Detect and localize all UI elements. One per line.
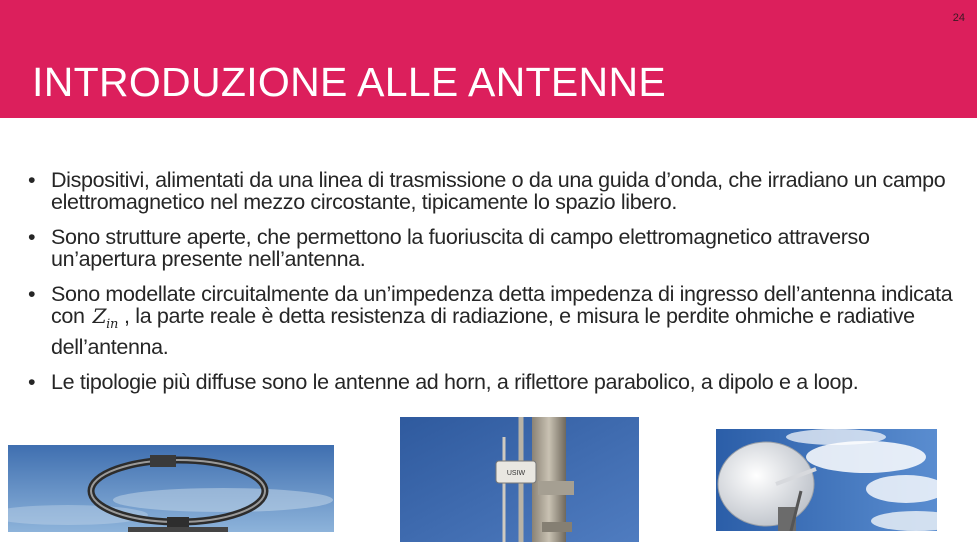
bullet-item [28, 169, 953, 213]
bullet-text: Dispositivi, alimentati da una linea di trasmissione o da una guida d’onda, che irradiano un campo elettromagnetico nel mezzo circostante, tipicamente lo spazio libero. [51, 168, 946, 214]
bullet-text-after: , la parte reale è detta resistenza di radiazione, e misura le perdite ohmiche e radiative dell’antenna. [51, 304, 915, 359]
bullet-text-before: Sono modellate circuitalmente da un’impedenza detta impedenza di ingresso dell’antenna indicata con [51, 282, 953, 328]
bullet-list [28, 169, 953, 406]
bullet-item [28, 283, 953, 358]
impedance-symbol: $Z_{in}$ [92, 304, 119, 332]
bullet-text: Le tipologie più diffuse sono le antenne ad horn, a riflettore parabolico, a dipolo e a loop. [51, 370, 859, 394]
slide-title: INTRODUZIONE ALLE ANTENNE [32, 59, 667, 105]
bullet-marker: • [28, 370, 36, 394]
slide-number: 24 [952, 12, 965, 24]
bullet-marker: • [28, 282, 36, 306]
bullet-item [28, 226, 953, 270]
bullet-marker: • [28, 168, 36, 192]
dipole-antenna-photo [400, 417, 639, 542]
title-bar [0, 0, 977, 118]
dipole-label: USIW [506, 470, 526, 477]
bullet-marker: • [28, 225, 36, 249]
parabolic-reflector-photo [716, 429, 937, 531]
bullet-text: Sono strutture aperte, che permettono la fuoriuscita di campo elettromagnetico attraverso un’apertura presente nell’antenna. [51, 225, 870, 271]
bullet-item [28, 371, 953, 393]
loop-antenna-photo [8, 445, 334, 532]
